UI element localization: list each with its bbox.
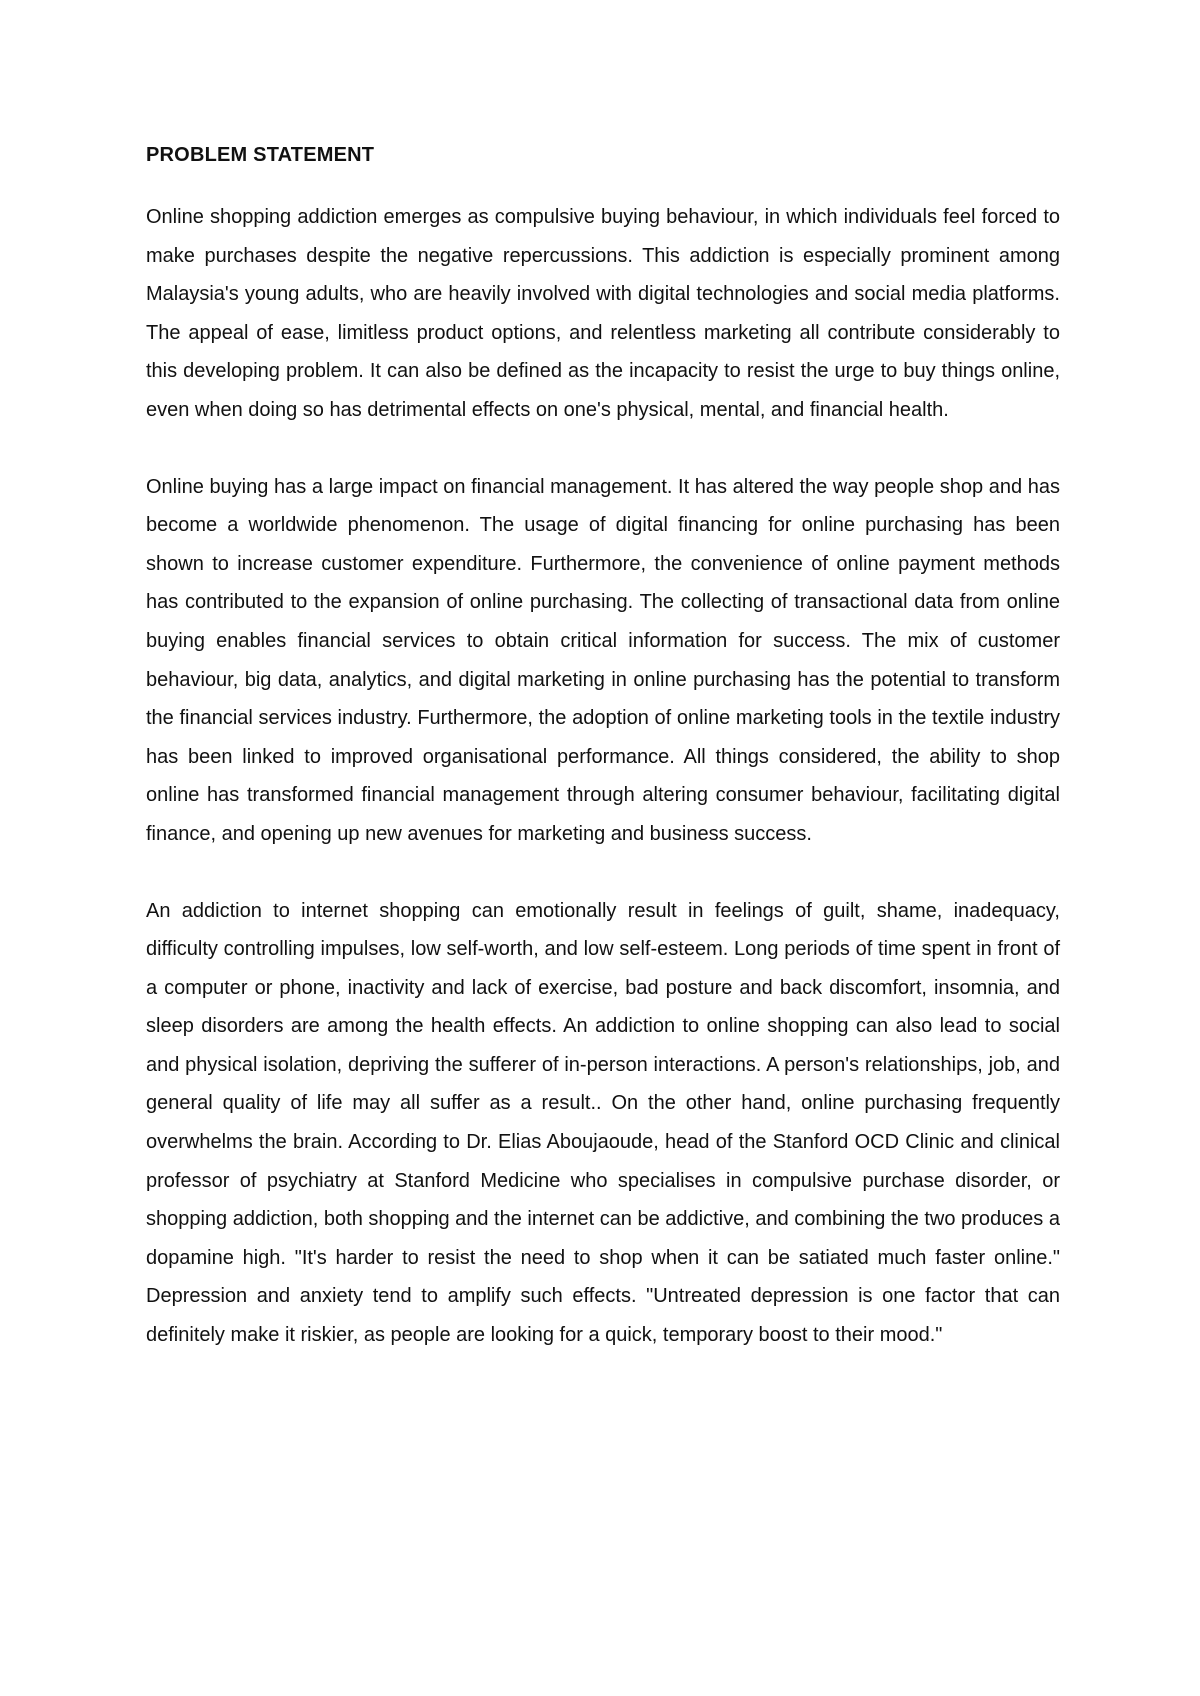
document-body (146, 143, 1060, 1355)
section-heading: PROBLEM STATEMENT (146, 144, 375, 166)
paragraph-financial-impact: Online buying has a large impact on financial management. It has altered the way people shop and has become a worldwide phenomenon. The usage of digital financing for online purchasing has been shown to increase customer expenditure. Furthermore, the convenience of online payment methods has contributed to the expansion of online purchasing. The collecting of transactional data from online buying enables financial services to obtain critical information for success. The mix of customer behaviour, big data, analytics, and digital marketing in online purchasing has the potential to transform the financial services industry. Furthermore, the adoption of online marketing tools in the textile industry has been linked to improved organisational performance. All things considered, the ability to shop online has transformed financial management through altering consumer behaviour, facilitating digital finance, and opening up new avenues for marketing and business success. (146, 475, 1060, 845)
paragraph-addiction-definition: Online shopping addiction emerges as compulsive buying behaviour, in which individuals feel forced to make purchases despite the negative repercussions. This addiction is especially prominent among Malaysia's young adults, who are heavily involved with digital technologies and social media platforms. The appeal of ease, limitless product options, and relentless marketing all contribute considerably to this developing problem. It can also be defined as the incapacity to resist the urge to buy things online, even when doing so has detrimental effects on one's physical, mental, and financial health. (146, 206, 1060, 421)
paragraph-health-effects: An addiction to internet shopping can emotionally result in feelings of guilt, shame, inadequacy, difficulty controlling impulses, low self-worth, and low self-esteem. Long periods of time spent in front of a computer or phone, inactivity and lack of exercise, bad posture and back discomfort, insomnia, and sleep disorders are among the health effects. An addiction to online shopping can also lead to social and physical isolation, depriving the sufferer of in-person interactions. A person's relationships, job, and general quality of life may all suffer as a result.. On the other hand, online purchasing frequently overwhelms the brain. According to Dr. Elias Aboujaoude, head of the Stanford OCD Clinic and clinical professor of psychiatry at Stanford Medicine who specialises in compulsive purchase disorder, or shopping addiction, both shopping and the internet can be addictive, and combining the two produces a dopamine high. "It's harder to resist the need to shop when it can be satiated much faster online." Depression and anxiety tend to amplify such effects. "Untreated depression is one factor that can definitely make it riskier, as people are looking for a quick, temporary boost to their mood." (146, 899, 1060, 1347)
